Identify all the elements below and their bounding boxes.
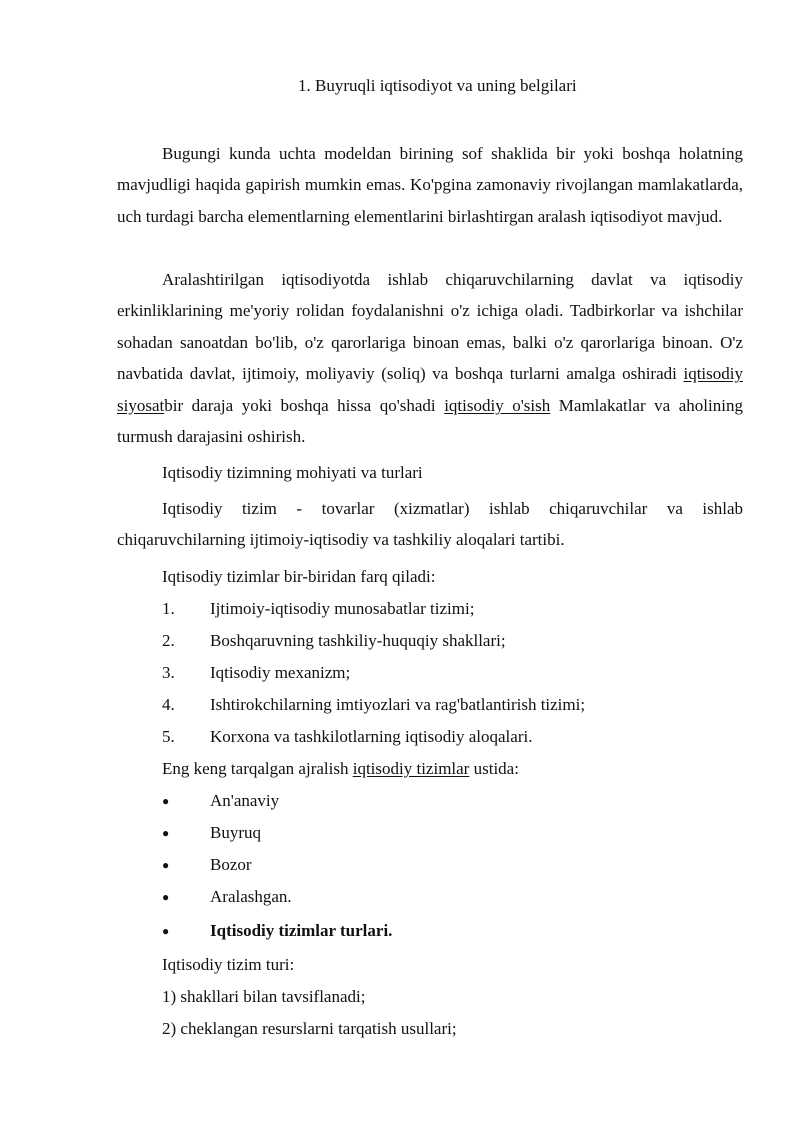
paragraph-text: bir daraja yoki boshqa hissa qo'shadi: [164, 395, 445, 415]
item-text: Bozor: [210, 855, 252, 874]
item-text-bold: Iqtisodiy tizimlar turlari.: [210, 921, 393, 940]
item-text: Aralashgan.: [210, 887, 292, 906]
item-text: Boshqaruvning tashkiliy-huquqiy shakllari;: [210, 631, 506, 650]
line-essence: Iqtisodiy tizimning mohiyati va turlari: [162, 463, 423, 482]
item-text: Korxona va tashkilotlarning iqtisodiy aloqalari.: [210, 727, 533, 746]
item-text: Ijtimoiy-iqtisodiy munosabatlar tizimi;: [210, 599, 475, 618]
item-text: Iqtisodiy mexanizm;: [210, 663, 351, 682]
item-number: 3.: [162, 663, 175, 682]
paragraph-definition: Iqtisodiy tizim - tovarlar (xizmatlar) ishlab chiqaruvchilar va ishlab chiqaruvchilarning ijtimoiy-iqtisodiy va tashkiliy aloqalari tartibi.: [117, 499, 743, 550]
bullet-icon: ●: [162, 794, 170, 808]
bullet-icon: ●: [162, 826, 170, 840]
item-text: Ishtirokchilarning imtiyozlari va rag'batlantirish tizimi;: [210, 695, 586, 714]
line-text: Eng keng tarqalgan ajralish: [162, 759, 353, 778]
link-iqtisodiy-siyosat[interactable]: iqtisodiy siyosat: [117, 364, 743, 415]
item-number: 2.: [162, 631, 175, 650]
page-title: 1. Buyruqli iqtisodiyot va uning belgilari: [298, 76, 577, 95]
item-number: 4.: [162, 695, 175, 714]
link-iqtisodiy-tizimlar[interactable]: iqtisodiy tizimlar: [352, 759, 470, 778]
bullet-icon: ●: [162, 890, 170, 904]
item-text: Buyruq: [210, 823, 261, 842]
line-type: Iqtisodiy tizim turi:: [162, 955, 295, 974]
bullet-icon: ●: [162, 924, 170, 938]
item-number: 1.: [162, 599, 175, 618]
line-sub-2: 2) cheklangan resurslarni tarqatish usullari;: [162, 1019, 457, 1038]
paragraph-text: Aralashtirilgan iqtisodiyotda ishlab chiqaruvchilarning davlat va iqtisodiy erkinliklarining me'yoriy rolidan foydalanishni o'z ichiga oladi. Tadbirkorlar va ishchilar sohadan sanoatdan bo'lib, o'z qarorlariga binoan emas, balki o'z qarorlariga binoan. O'z navbatida davlat, ijtimoiy, moliyaviy (soliq) va boshqa turlarni amalga oshiradi: [117, 270, 743, 384]
bullet-icon: ●: [162, 858, 170, 872]
line-differ: Iqtisodiy tizimlar bir-biridan farq qiladi:: [162, 567, 436, 586]
item-number: 5.: [162, 727, 175, 746]
line-text: ustida:: [469, 759, 519, 778]
item-text: An'anaviy: [210, 791, 280, 810]
line-common-division: [162, 759, 519, 779]
paragraph-intro: Bugungi kunda uchta modeldan birining sof shaklida bir yoki boshqa holatning mavjudligi haqida gapirish mumkin emas. Ko'pgina zamonaviy rivojlangan mamlakatlarda, uch turdagi barcha elementlarning elementlarini birlashtirgan aralash iqtisodiyot mavjud.: [117, 144, 743, 226]
paragraph-text: Mamlakatlar va aholining turmush darajasini oshirish.: [117, 395, 743, 447]
paragraph-mixed-economy: [117, 264, 743, 452]
link-iqtisodiy-osish[interactable]: iqtisodiy o'sish: [444, 395, 551, 415]
line-sub-1: 1) shakllari bilan tavsiflanadi;: [162, 987, 366, 1006]
